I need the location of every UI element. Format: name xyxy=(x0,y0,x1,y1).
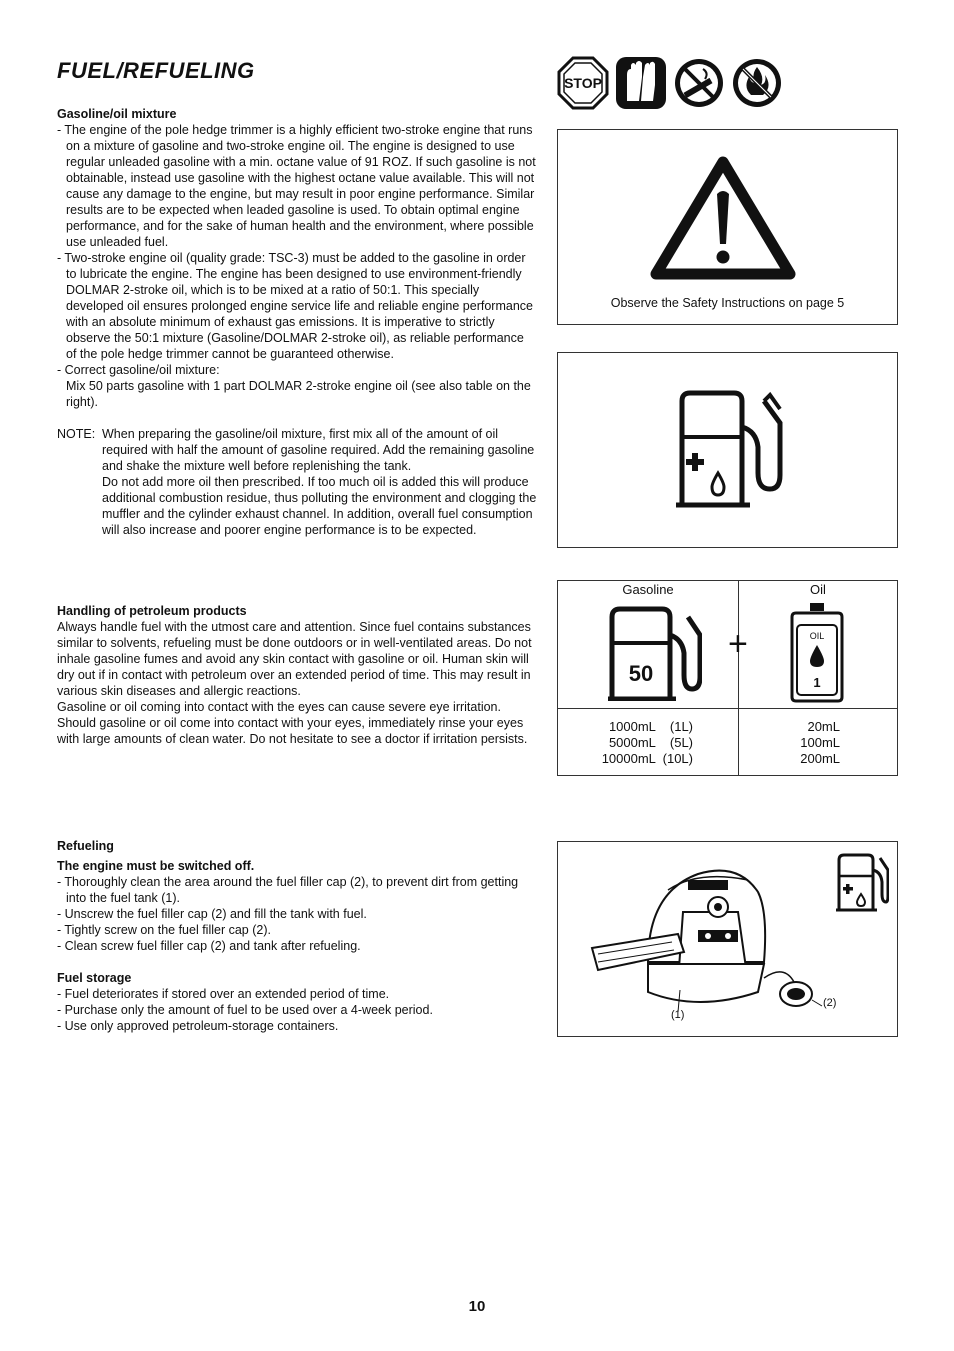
tank-label: (1) xyxy=(671,1009,685,1021)
list-item: - Clean screw fuel filler cap (2) and tank after refueling. xyxy=(57,939,361,953)
list-item: - Fuel deteriorates if stored over an extended period of time. xyxy=(57,987,390,1001)
warning-box xyxy=(557,129,898,325)
oil-can-number: 1 xyxy=(813,675,821,690)
refueling-section xyxy=(57,838,537,1034)
note-label: NOTE: xyxy=(57,427,96,441)
oil-values xyxy=(738,719,840,767)
gasoline-pump-icon xyxy=(606,605,702,701)
oil-header: Oil xyxy=(810,582,826,597)
plus-sign: + xyxy=(728,625,748,663)
note-block xyxy=(57,426,537,538)
list-item: - Tightly screw on the fuel filler cap (2). xyxy=(57,923,271,937)
note-text: When preparing the gasoline/oil mixture, first mix all of the amount of oil required with half the amount of gasoline required. Add the remaining gasoline and shake the mixture well before replenishing the tank. xyxy=(102,427,535,473)
warning-triangle-icon xyxy=(650,156,796,280)
table-cell: 1000mL (1L) xyxy=(608,719,693,734)
oil-can-label: OIL xyxy=(809,631,825,641)
note-text-2: Do not add more oil then prescribed. If too much oil is added this will produce additional combustion residue, thus polluting the environment and clogging the muffler and the cylinder exhaust channel. In addition, overall fuel consumption will also increase and poorer engine performance is to be expected. xyxy=(102,475,537,537)
stop-sign-icon xyxy=(557,55,609,111)
pump-number: 50 xyxy=(628,661,654,686)
warning-caption: Observe the Safety Instructions on page 5 xyxy=(610,296,845,310)
list-item: - The engine of the pole hedge trimmer is a highly efficient two-stroke engine that runs on a mixture of gasoline and two-stroke engine oil. The engine is designed to use regular unleaded gasoline with a min. octane value of 91 ROZ. If such gasoline is not obtainable, instead use gasoline with the highest octane value available. This will not cause any damage to the engine, but may result in poor engine performance. Similar results are to be expected when leaded gasoline is used. To obtain optimal engine performance, and for the sake of human health and the environment, where possible use unleaded fuel. xyxy=(57,123,536,249)
table-cell: 20mL xyxy=(807,719,840,734)
list-item: - Unscrew the fuel filler cap (2) and fill the tank with fuel. xyxy=(57,907,367,921)
section-heading: Fuel storage xyxy=(57,971,132,985)
gasoline-header: Gasoline xyxy=(622,582,674,597)
list-item: - Use only approved petroleum-storage containers. xyxy=(57,1019,339,1033)
fuel-pump-icon xyxy=(672,387,784,509)
list-item: - Thoroughly clean the area around the fuel filler cap (2), to prevent dirt from getting into the fuel tank (1). xyxy=(57,875,519,905)
safety-icons xyxy=(557,55,783,111)
table-cell: 200mL xyxy=(800,751,840,766)
table-divider-horizontal xyxy=(558,708,897,709)
stop-text: STOP xyxy=(564,75,602,91)
cap-label: (2) xyxy=(823,997,837,1009)
table-cell: 10000mL (10L) xyxy=(601,751,693,766)
gasoline-mixture-section xyxy=(57,106,537,410)
table-cell: 5000mL (5L) xyxy=(608,735,693,750)
page-number: 10 xyxy=(468,1298,486,1315)
oil-can-icon xyxy=(788,601,848,705)
gloves-icon xyxy=(615,55,667,111)
section-heading: Gasoline/oil mixture xyxy=(57,107,177,121)
paragraph: Always handle fuel with the utmost care and attention. Since fuel contains substances similar to solvents, refueling must be done outdoors or in well-ventilated areas. Do not inhale gasoline fumes and avoid any skin contact with gasoline or oil. Human skin will dry out if in contact with petroleum over an extended period of time. This may result in various skin diseases and allergic reactions. xyxy=(57,620,532,698)
refueling-illustration xyxy=(557,841,898,1037)
section-heading: Refueling xyxy=(57,839,114,853)
gasoline-values xyxy=(558,719,693,767)
table-cell: 100mL xyxy=(800,735,840,750)
no-open-flame-icon xyxy=(731,55,783,111)
petroleum-section xyxy=(57,603,537,747)
section-heading: Handling of petroleum products xyxy=(57,604,247,618)
page-title: FUEL/REFUELING xyxy=(57,58,255,83)
list-item: - Correct gasoline/oil mixture: xyxy=(57,363,220,377)
engine-illustration xyxy=(588,852,828,1032)
mix-table xyxy=(557,580,898,776)
list-item: - Two-stroke engine oil (quality grade: TSC-3) must be added to the gasoline in order to lubricate the engine. The engine has been designed to use environment-friendly DOLMAR 2-stroke oil, which is to be mixed at a ratio of 50:1. This specially developed oil ensures prolonged engine service life and reliable engine performance with an absolute minimum of exhaust gas emissions. It is imperative to strictly observe the 50:1 mixture (Gasoline/DOLMAR 2-stroke oil), as reliable performance of the pole hedge trimmer cannot be guaranteed otherwise. xyxy=(57,251,533,361)
list-item: - Purchase only the amount of fuel to be used over a 4-week period. xyxy=(57,1003,433,1017)
paragraph: Gasoline or oil coming into contact with the eyes can cause severe eye irritation. Should gasoline or oil come into contact with your eyes, immediately rinse your eyes with large amounts of clean water. Do not hesitate to see a doctor if irritation persists. xyxy=(57,700,528,746)
fuel-pump-small-icon xyxy=(835,852,889,912)
no-smoking-icon xyxy=(673,55,725,111)
section-subheading: The engine must be switched off. xyxy=(57,859,255,873)
fuel-pump-box xyxy=(557,352,898,548)
mix-instruction: Mix 50 parts gasoline with 1 part DOLMAR 2-stroke engine oil (see also table on the right). xyxy=(66,379,531,409)
